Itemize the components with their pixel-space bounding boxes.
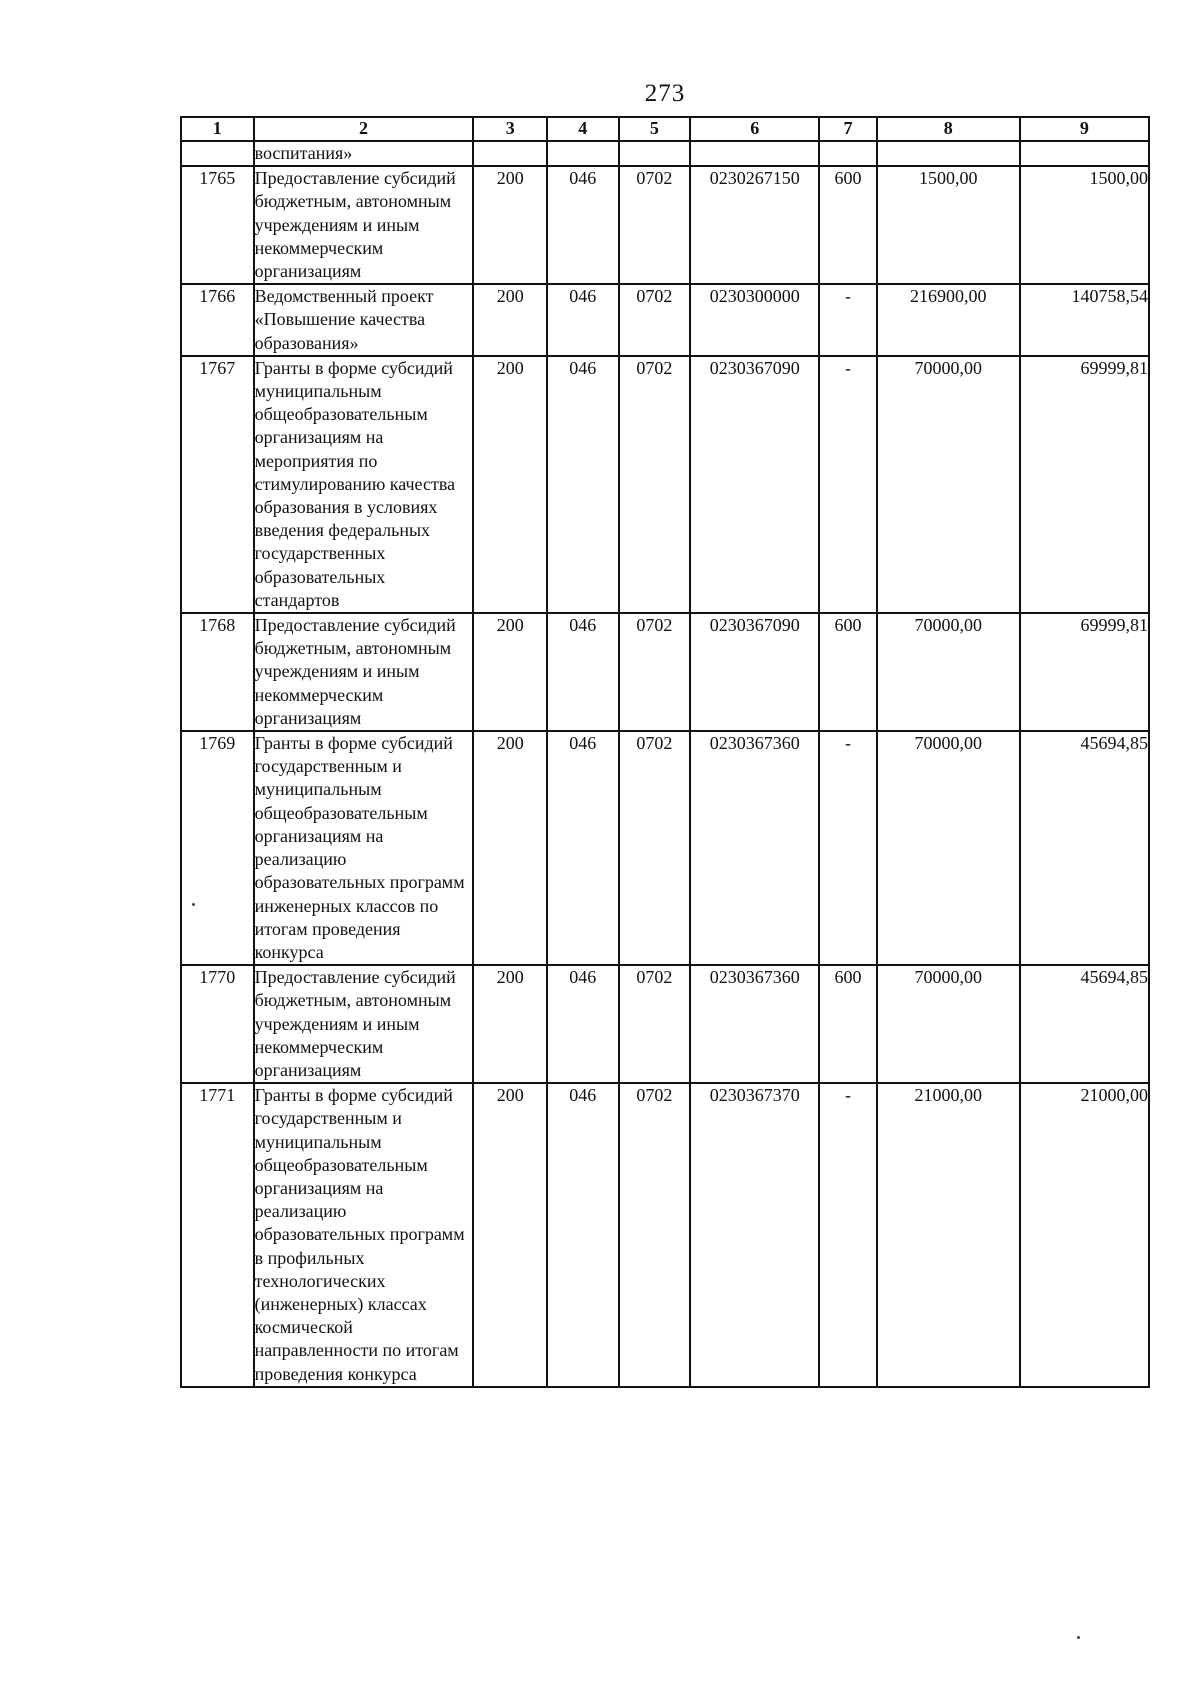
cell-col7: 600: [819, 613, 876, 731]
cell-col7: -: [819, 284, 876, 356]
cell-col3: 200: [473, 731, 547, 965]
cell-col4: 046: [547, 613, 619, 731]
cell-col7: 600: [819, 965, 876, 1083]
cell-col8: 216900,00: [877, 284, 1020, 356]
cell-col9: 1500,00: [1020, 166, 1149, 284]
row-number: 1767: [181, 356, 254, 613]
table-row: [181, 166, 1149, 284]
table-row: [181, 613, 1149, 731]
column-header: 4: [547, 117, 619, 141]
table-header-row: [181, 117, 1149, 141]
cell-col3: 200: [473, 1083, 547, 1387]
table-row: [181, 731, 1149, 965]
cell-col3: 200: [473, 284, 547, 356]
cell-col5: 0702: [619, 166, 691, 284]
cell-col6: 0230367360: [690, 965, 819, 1083]
cell-col8: 1500,00: [877, 166, 1020, 284]
cell-col5: 0702: [619, 284, 691, 356]
cell-col9: 69999,81: [1020, 356, 1149, 613]
row-name: Предоставление субсидий бюджетным, автономным учреждениям и иным некоммерческим организациям: [254, 965, 474, 1083]
cell-col9: 45694,85: [1020, 965, 1149, 1083]
cell-col8: 70000,00: [877, 613, 1020, 731]
row-name: Предоставление субсидий бюджетным, автономным учреждениям и иным некоммерческим организациям: [254, 613, 474, 731]
budget-table: [180, 116, 1150, 1388]
cell-col3: 200: [473, 965, 547, 1083]
cell-col5: 0702: [619, 356, 691, 613]
cell-col4: 046: [547, 284, 619, 356]
cell-col7: -: [819, 1083, 876, 1387]
table-row: [181, 965, 1149, 1083]
column-header: 2: [254, 117, 474, 141]
row-name: Гранты в форме субсидий муниципальным общеобразовательным организациям на мероприятия по стимулированию качества образования в условиях введения федеральных государственных образовательных стандартов: [254, 356, 474, 613]
column-header: 1: [181, 117, 254, 141]
scan-speck: [192, 903, 195, 906]
cell-col6: 0230367360: [690, 731, 819, 965]
table-row: [181, 1083, 1149, 1387]
cell-col7: -: [819, 731, 876, 965]
scan-speck: [1077, 1636, 1080, 1639]
cell-col9: 45694,85: [1020, 731, 1149, 965]
row-name: Гранты в форме субсидий государственным и муниципальным общеобразовательным организациям на реализацию образовательных программ в профильных технологических (инженерных) классах космической направленности по итогам проведения конкурса: [254, 1083, 474, 1387]
cell-col5: 0702: [619, 965, 691, 1083]
cell-col6: 0230367090: [690, 356, 819, 613]
row-number: 1769: [181, 731, 254, 965]
cell-col3: 200: [473, 613, 547, 731]
page-number: 273: [644, 80, 686, 107]
column-header: 3: [473, 117, 547, 141]
column-header: 8: [877, 117, 1020, 141]
column-header: 9: [1020, 117, 1149, 141]
column-header: 6: [690, 117, 819, 141]
cell-col8: 21000,00: [877, 1083, 1020, 1387]
cell-col4: 046: [547, 1083, 619, 1387]
row-number: 1765: [181, 166, 254, 284]
cell-col8: 70000,00: [877, 965, 1020, 1083]
cell-col5: 0702: [619, 731, 691, 965]
cell-col6: 0230367090: [690, 613, 819, 731]
cell-col3: 200: [473, 166, 547, 284]
row-number: 1771: [181, 1083, 254, 1387]
continuation-row: [181, 141, 1149, 166]
cell-col4: 046: [547, 731, 619, 965]
table-row: [181, 356, 1149, 613]
cell-col5: 0702: [619, 1083, 691, 1387]
row-number: 1766: [181, 284, 254, 356]
table-row: [181, 284, 1149, 356]
cell-col6: 0230267150: [690, 166, 819, 284]
cell-col3: 200: [473, 356, 547, 613]
cell-col9: 21000,00: [1020, 1083, 1149, 1387]
cell-col9: 69999,81: [1020, 613, 1149, 731]
row-number: 1768: [181, 613, 254, 731]
cell-col5: 0702: [619, 613, 691, 731]
row-name: Предоставление субсидий бюджетным, автономным учреждениям и иным некоммерческим организациям: [254, 166, 474, 284]
cell-col4: 046: [547, 965, 619, 1083]
continuation-text: воспитания»: [254, 141, 474, 166]
cell-col7: -: [819, 356, 876, 613]
column-header: 5: [619, 117, 691, 141]
cell-col8: 70000,00: [877, 731, 1020, 965]
cell-col8: 70000,00: [877, 356, 1020, 613]
cell-col6: 0230367370: [690, 1083, 819, 1387]
cell-col9: 140758,54: [1020, 284, 1149, 356]
cell-col7: 600: [819, 166, 876, 284]
cell-col4: 046: [547, 356, 619, 613]
cell-col4: 046: [547, 166, 619, 284]
column-header: 7: [819, 117, 876, 141]
row-name: Гранты в форме субсидий государственным и муниципальным общеобразовательным организациям на реализацию образовательных программ инженерных классов по итогам проведения конкурса: [254, 731, 474, 965]
row-name: Ведомственный проект «Повышение качества образования»: [254, 284, 474, 356]
cell-col6: 0230300000: [690, 284, 819, 356]
row-number: 1770: [181, 965, 254, 1083]
